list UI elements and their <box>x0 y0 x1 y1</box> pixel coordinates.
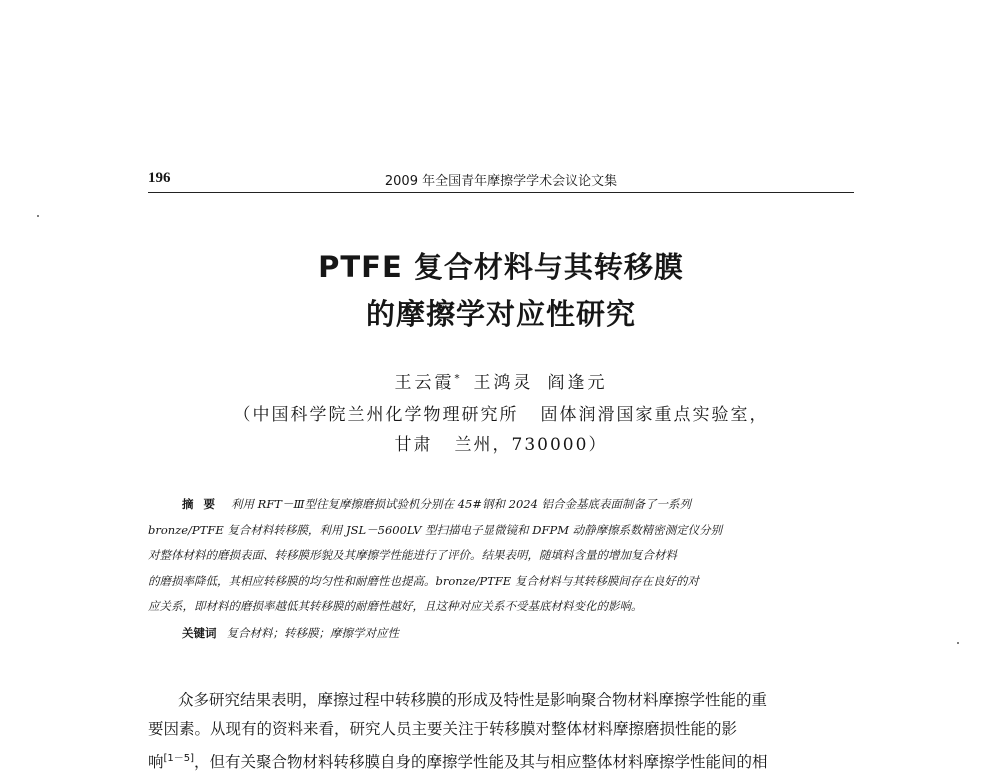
header-rule <box>148 192 854 193</box>
affiliation-province: 甘肃 <box>394 435 433 455</box>
body-paragraph <box>148 686 860 773</box>
paper-title-line-2: 的摩擦学对应性研究 <box>365 297 636 331</box>
running-header <box>148 170 854 194</box>
author-name: 阎逢元 <box>547 373 608 393</box>
abstract-label: 摘要 <box>182 497 225 511</box>
scan-speck <box>957 642 959 644</box>
scan-speck <box>37 215 39 217</box>
affiliation-city: 兰州，730000） <box>454 435 608 455</box>
author-name: 王云霞 <box>394 373 455 393</box>
body-text: 响 <box>148 753 164 772</box>
affiliation-line-2 <box>148 430 854 455</box>
body-line <box>148 744 860 773</box>
body-text: ，但有关聚合物材料转移膜自身的摩擦学性能及其与相应整体材料摩擦学性能间的相 <box>194 753 768 772</box>
body-line <box>148 686 860 715</box>
author-name: 王鸿灵 <box>473 373 534 393</box>
abstract-line: 应关系，即材料的磨损率越低其转移膜的耐磨性越好，且这种对应关系不受基底材料变化的影响。 <box>148 599 643 613</box>
affiliation-line-1 <box>148 400 854 425</box>
abstract-line: 的磨损率降低，其相应转移膜的均匀性和耐磨性也提高。bronze/PTFE 复合材料与其转移膜间存在良好的对 <box>148 573 699 588</box>
affiliation-institute: 中国科学院兰州化学物理研究所 <box>252 405 519 425</box>
body-line: 要因素。从现有的资料来看，研究人员主要关注于转移膜对整体材料摩擦磨损性能的影 <box>148 720 738 738</box>
abstract <box>148 492 858 620</box>
abstract-text: 利用 RFT－Ⅲ型往复摩擦磨损试验机分别在 45#钢和 2024 铝合金基底表面制备了一系列 <box>231 497 692 511</box>
keywords-text: 复合材料；转移膜；摩擦学对应性 <box>226 626 399 640</box>
abstract-line: bronze/PTFE 复合材料转移膜，利用 JSL－5600LV 型扫描电子显微镜和 DFPM 动静摩擦系数精密测定仪分别 <box>148 522 723 537</box>
author-list <box>148 368 854 393</box>
keywords-label: 关键词 <box>182 626 217 640</box>
abstract-line: 对整体材料的磨损表面、转移膜形貌及其摩擦学性能进行了评价。结果表明，随填料含量的增加复合材料 <box>148 548 677 562</box>
paper-title-line-1: PTFE 复合材料与其转移膜 <box>318 250 684 284</box>
corresponding-author-mark: * <box>454 373 460 385</box>
abstract-line <box>148 492 858 518</box>
keywords <box>148 625 858 641</box>
citation-reference: [1－5] <box>163 753 195 764</box>
body-text: 众多研究结果表明，摩擦过程中转移膜的形成及特性是影响聚合物材料摩擦学性能的重 <box>178 691 768 709</box>
affiliation-lab: 固体润滑国家重点实验室， <box>540 405 769 425</box>
journal-title: 2009 年全国青年摩擦学学术会议论文集 <box>384 174 618 189</box>
affiliation-open-paren: （ <box>233 405 253 425</box>
page-number: 196 <box>148 170 171 186</box>
